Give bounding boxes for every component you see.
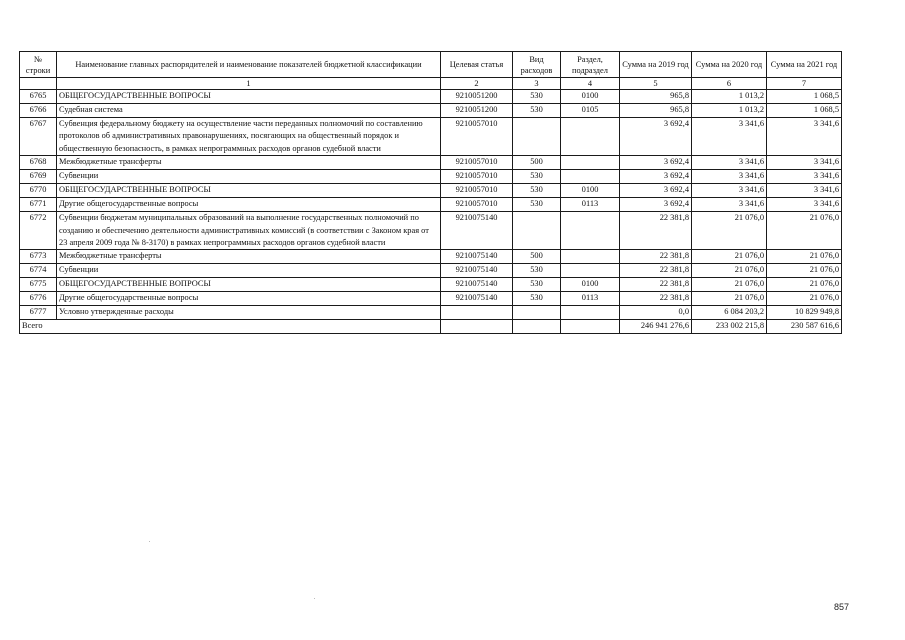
cell-sum-2019: 965,8 — [620, 90, 692, 104]
cell-row-number: 6772 — [20, 212, 57, 250]
cell-sum-2021: 21 076,0 — [767, 292, 842, 306]
cell-section: 0105 — [561, 104, 620, 118]
cell-sum-2021: 3 341,6 — [767, 156, 842, 170]
table-row — [20, 250, 842, 264]
cell-row-number: 6774 — [20, 264, 57, 278]
cell-section: 0100 — [561, 278, 620, 292]
header-expense-type: Вид расходов — [513, 52, 561, 78]
cell-name: Межбюджетные трансферты — [57, 156, 441, 170]
cell-section — [561, 212, 620, 250]
column-index: 3 — [513, 78, 561, 90]
cell-row-number: 6777 — [20, 306, 57, 320]
cell-target-article: 9210057010 — [441, 170, 513, 184]
cell-target-article — [441, 320, 513, 334]
cell-row-number: 6766 — [20, 104, 57, 118]
cell-name: Субвенции — [57, 170, 441, 184]
cell-row-number: 6768 — [20, 156, 57, 170]
cell-section: 0113 — [561, 198, 620, 212]
cell-target-article: 9210075140 — [441, 264, 513, 278]
cell-sum-2021: 21 076,0 — [767, 264, 842, 278]
table-header — [20, 52, 842, 90]
header-sum-2020: Сумма на 2020 год — [692, 52, 767, 78]
cell-expense-type — [513, 212, 561, 250]
cell-expense-type: 530 — [513, 184, 561, 198]
total-row — [20, 320, 842, 334]
cell-sum-2020: 3 341,6 — [692, 184, 767, 198]
cell-sum-2019: 3 692,4 — [620, 170, 692, 184]
cell-sum-2020: 3 341,6 — [692, 118, 767, 156]
cell-row-number: 6776 — [20, 292, 57, 306]
cell-name: Межбюджетные трансферты — [57, 250, 441, 264]
cell-expense-type: 530 — [513, 170, 561, 184]
cell-sum-2019: 0,0 — [620, 306, 692, 320]
cell-sum-2020: 3 341,6 — [692, 170, 767, 184]
cell-sum-2021: 3 341,6 — [767, 170, 842, 184]
cell-sum-2020: 3 341,6 — [692, 198, 767, 212]
cell-sum-2020: 3 341,6 — [692, 156, 767, 170]
table-row — [20, 170, 842, 184]
table-row — [20, 278, 842, 292]
cell-sum-2020: 21 076,0 — [692, 278, 767, 292]
cell-sum-2019: 3 692,4 — [620, 118, 692, 156]
cell-section — [561, 118, 620, 156]
cell-row-number: 6769 — [20, 170, 57, 184]
cell-sum-2019: 22 381,8 — [620, 250, 692, 264]
cell-section — [561, 320, 620, 334]
cell-sum-2021: 3 341,6 — [767, 118, 842, 156]
cell-name: ОБЩЕГОСУДАРСТВЕННЫЕ ВОПРОСЫ — [57, 90, 441, 104]
cell-target-article: 9210075140 — [441, 292, 513, 306]
budget-table — [19, 51, 842, 334]
cell-expense-type: 530 — [513, 90, 561, 104]
table-body — [20, 90, 842, 334]
column-index: 5 — [620, 78, 692, 90]
header-target-article: Целевая статья — [441, 52, 513, 78]
cell-name: Другие общегосударственные вопросы — [57, 198, 441, 212]
cell-target-article: 9210075140 — [441, 278, 513, 292]
column-index: 1 — [57, 78, 441, 90]
scan-speck — [314, 598, 315, 599]
cell-sum-2020: 21 076,0 — [692, 212, 767, 250]
cell-sum-2019: 22 381,8 — [620, 278, 692, 292]
column-index: 7 — [767, 78, 842, 90]
cell-row-number: 6773 — [20, 250, 57, 264]
cell-sum-2021: 3 341,6 — [767, 198, 842, 212]
cell-sum-2020: 6 084 203,2 — [692, 306, 767, 320]
column-index: 2 — [441, 78, 513, 90]
cell-name: ОБЩЕГОСУДАРСТВЕННЫЕ ВОПРОСЫ — [57, 278, 441, 292]
cell-row-number: 6775 — [20, 278, 57, 292]
cell-target-article: 9210051200 — [441, 104, 513, 118]
cell-target-article: 9210051200 — [441, 90, 513, 104]
column-index: 6 — [692, 78, 767, 90]
table-row — [20, 198, 842, 212]
table-row — [20, 118, 842, 156]
table-row — [20, 264, 842, 278]
cell-section — [561, 250, 620, 264]
header-name: Наименование главных распорядителей и наименование показателей бюджетной классификации — [57, 52, 441, 78]
total-s2019: 246 941 276,6 — [620, 320, 692, 334]
cell-expense-type: 530 — [513, 292, 561, 306]
cell-section — [561, 264, 620, 278]
cell-sum-2019: 3 692,4 — [620, 156, 692, 170]
cell-target-article: 9210057010 — [441, 156, 513, 170]
cell-sum-2020: 21 076,0 — [692, 264, 767, 278]
cell-name: Судебная система — [57, 104, 441, 118]
cell-target-article — [441, 306, 513, 320]
cell-sum-2019: 22 381,8 — [620, 264, 692, 278]
cell-sum-2019: 3 692,4 — [620, 184, 692, 198]
cell-section: 0100 — [561, 184, 620, 198]
cell-section: 0113 — [561, 292, 620, 306]
cell-target-article: 9210057010 — [441, 118, 513, 156]
cell-row-number: 6767 — [20, 118, 57, 156]
page-number: 857 — [833, 602, 849, 612]
scan-speck — [149, 541, 150, 542]
cell-target-article: 9210075140 — [441, 250, 513, 264]
table-row — [20, 156, 842, 170]
cell-name: Субвенции — [57, 264, 441, 278]
cell-sum-2019: 3 692,4 — [620, 198, 692, 212]
cell-expense-type — [513, 118, 561, 156]
cell-expense-type: 530 — [513, 104, 561, 118]
table-row — [20, 104, 842, 118]
cell-sum-2021: 21 076,0 — [767, 212, 842, 250]
cell-name: Субвенции бюджетам муниципальных образований на выполнение государственных полномочий по созданию и обеспечению деятельности административных комиссий (в соответствии с Законом края от 23 апреля 2009 года № 8-3170) в рамках непрограммных расходов органов судебной власти — [57, 212, 441, 250]
total-s2021: 230 587 616,6 — [767, 320, 842, 334]
column-index-row — [20, 78, 842, 90]
cell-sum-2021: 10 829 949,8 — [767, 306, 842, 320]
table-row — [20, 306, 842, 320]
header-sum-2021: Сумма на 2021 год — [767, 52, 842, 78]
header-row-number: № строки — [20, 52, 57, 78]
cell-sum-2021: 1 068,5 — [767, 90, 842, 104]
cell-sum-2020: 1 013,2 — [692, 104, 767, 118]
cell-target-article: 9210057010 — [441, 198, 513, 212]
cell-sum-2020: 21 076,0 — [692, 250, 767, 264]
total-label: Всего — [20, 320, 441, 334]
cell-sum-2020: 21 076,0 — [692, 292, 767, 306]
cell-expense-type: 530 — [513, 198, 561, 212]
header-section: Раздел, подраздел — [561, 52, 620, 78]
cell-target-article: 9210075140 — [441, 212, 513, 250]
cell-section — [561, 306, 620, 320]
cell-target-article: 9210057010 — [441, 184, 513, 198]
cell-sum-2021: 3 341,6 — [767, 184, 842, 198]
cell-expense-type: 530 — [513, 264, 561, 278]
cell-sum-2021: 1 068,5 — [767, 104, 842, 118]
cell-sum-2019: 22 381,8 — [620, 292, 692, 306]
cell-expense-type — [513, 320, 561, 334]
cell-expense-type: 530 — [513, 278, 561, 292]
cell-name: Субвенция федеральному бюджету на осуществление части переданных полномочий по составлению протоколов об административных правонарушениях, посягающих на общественный порядок и общественную безопасность, в рамках непрограммных расходов органов судебной власти — [57, 118, 441, 156]
cell-name: Условно утвержденные расходы — [57, 306, 441, 320]
cell-sum-2021: 21 076,0 — [767, 250, 842, 264]
table-row — [20, 292, 842, 306]
cell-name: ОБЩЕГОСУДАРСТВЕННЫЕ ВОПРОСЫ — [57, 184, 441, 198]
cell-section: 0100 — [561, 90, 620, 104]
cell-expense-type: 500 — [513, 250, 561, 264]
cell-row-number: 6771 — [20, 198, 57, 212]
cell-expense-type: 500 — [513, 156, 561, 170]
cell-sum-2020: 1 013,2 — [692, 90, 767, 104]
cell-expense-type — [513, 306, 561, 320]
cell-sum-2019: 965,8 — [620, 104, 692, 118]
cell-row-number: 6765 — [20, 90, 57, 104]
cell-sum-2019: 22 381,8 — [620, 212, 692, 250]
cell-row-number: 6770 — [20, 184, 57, 198]
cell-name: Другие общегосударственные вопросы — [57, 292, 441, 306]
table-row — [20, 184, 842, 198]
header-sum-2019: Сумма на 2019 год — [620, 52, 692, 78]
cell-section — [561, 170, 620, 184]
column-index: 4 — [561, 78, 620, 90]
column-index — [20, 78, 57, 90]
cell-section — [561, 156, 620, 170]
table-row — [20, 212, 842, 250]
table-row — [20, 90, 842, 104]
total-s2020: 233 002 215,8 — [692, 320, 767, 334]
cell-sum-2021: 21 076,0 — [767, 278, 842, 292]
